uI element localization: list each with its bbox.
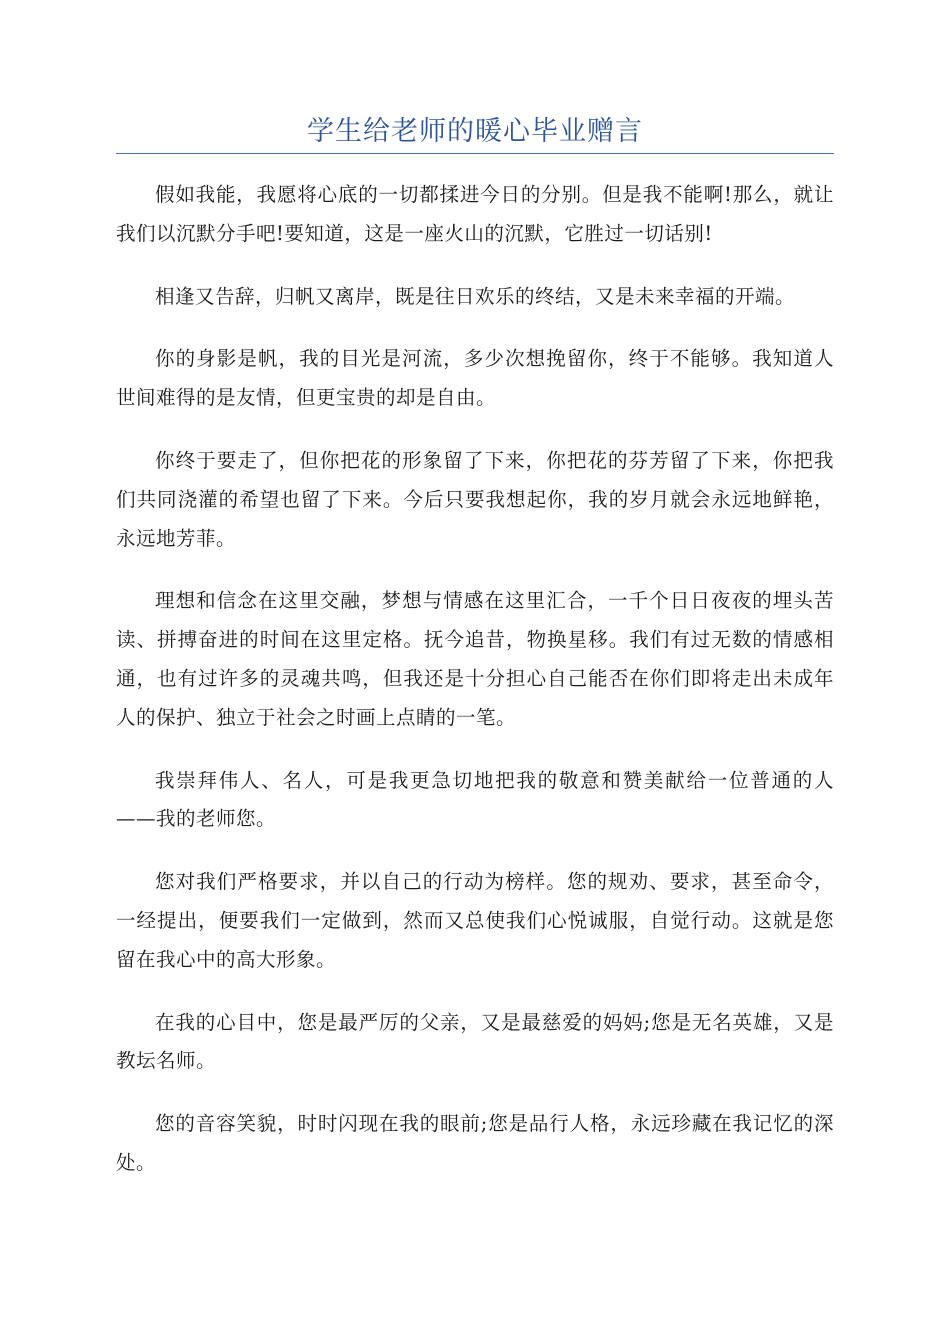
- paragraph: 假如我能，我愿将心底的一切都揉进今日的分别。但是我不能啊!那么，就让我们以沉默分手吧!要知道，这是一座火山的沉默，它胜过一切话别!: [116, 183, 834, 245]
- document-body: [116, 176, 834, 1207]
- paragraph: 在我的心目中，您是最严厉的父亲，又是最慈爱的妈妈;您是无名英雄，又是教坛名师。: [116, 1010, 834, 1073]
- paragraph: 相逢又告辞，归帆又离岸，既是往日欢乐的终结，又是未来幸福的开端。: [155, 284, 796, 308]
- paragraph: 你的身影是帆，我的目光是河流，多少次想挽留你，终于不能够。我知道人世间难得的是友情，但更宝贵的却是自由。: [116, 347, 834, 410]
- paragraph: 我崇拜伟人、名人，可是我更急切地把我的敬意和赞美献给一位普通的人——我的老师您。: [116, 768, 834, 831]
- paragraph: 理想和信念在这里交融，梦想与情感在这里汇合，一千个日日夜夜的埋头苦读、拼搏奋进的时间在这里定格。抚今追昔，物换星移。我们有过无数的情感相通，也有过许多的灵魂共鸣，但我还是十分担心自己能否在你们即将走出未成年人的保护、独立于社会之时画上点睛的一笔。: [116, 589, 834, 729]
- title-underline: [116, 153, 834, 154]
- paragraph: 您的音容笑貌，时时闪现在我的眼前;您是品行人格，永远珍藏在我记忆的深处。: [116, 1112, 834, 1174]
- document-title: 学生给老师的暖心毕业赠言: [307, 116, 643, 147]
- paragraph: 您对我们严格要求，并以自己的行动为榜样。您的规劝、要求，甚至命令，一经提出，便要我们一定做到，然而又总使我们心悦诚服，自觉行动。这就是您留在我心中的高大形象。: [116, 870, 834, 971]
- paragraph: 你终于要走了，但你把花的形象留了下来，你把花的芬芳留了下来，你把我们共同浇灌的希望也留了下来。今后只要我想起你，我的岁月就会永远地鲜艳，永远地芳菲。: [116, 448, 834, 550]
